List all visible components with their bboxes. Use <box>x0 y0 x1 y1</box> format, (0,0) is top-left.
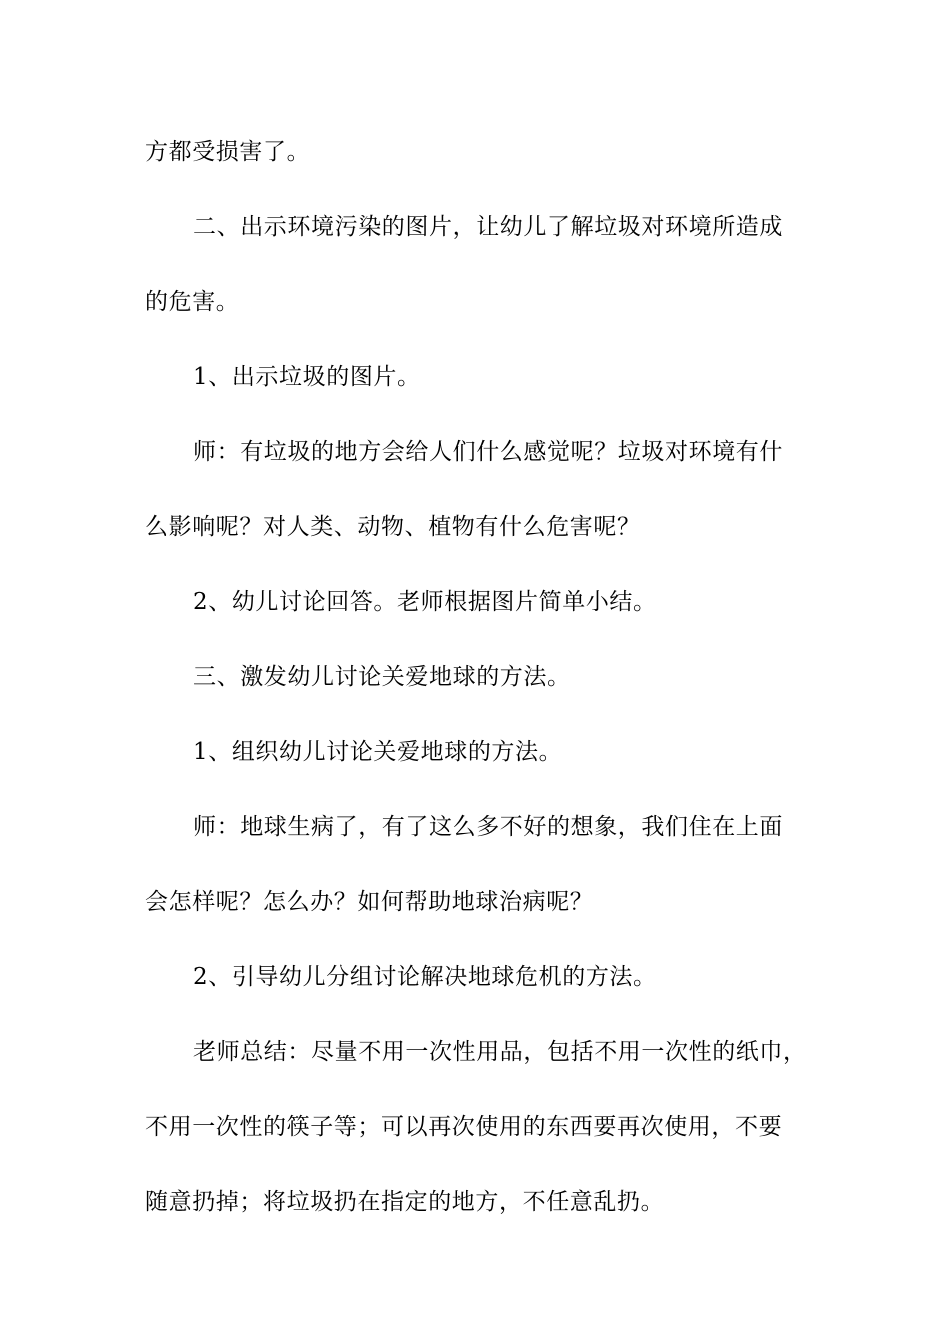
text-line-6: 么影响呢？对人类、动物、植物有什么危害呢？ <box>145 514 641 540</box>
text-line-7: 2、幼儿讨论回答。老师根据图片简单小结。 <box>193 589 657 615</box>
text-line-3: 的危害。 <box>145 289 240 315</box>
text-line-4: 1、出示垃圾的图片。 <box>193 364 421 390</box>
text-line-15: 随意扔掉；将垃圾扔在指定的地方，不任意乱扔。 <box>145 1189 665 1215</box>
text-line-9: 1、组织幼儿讨论关爱地球的方法。 <box>193 739 563 765</box>
text-line-1: 方都受损害了。 <box>145 139 311 165</box>
text-line-14: 不用一次性的筷子等；可以再次使用的东西要再次使用，不要 <box>145 1114 783 1140</box>
text-line-2: 二、出示环境污染的图片，让幼儿了解垃圾对环境所造成 <box>193 214 783 240</box>
text-line-10: 师：地球生病了，有了这么多不好的想象，我们住在上面 <box>193 814 783 840</box>
text-line-11: 会怎样呢？怎么办？如何帮助地球治病呢？ <box>145 889 594 915</box>
text-line-8: 三、激发幼儿讨论关爱地球的方法。 <box>193 664 571 690</box>
text-line-5: 师：有垃圾的地方会给人们什么感觉呢？垃圾对环境有什 <box>193 439 783 465</box>
text-line-13: 老师总结：尽量不用一次性用品，包括不用一次性的纸巾， <box>193 1039 807 1065</box>
text-line-12: 2、引导幼儿分组讨论解决地球危机的方法。 <box>193 964 657 990</box>
